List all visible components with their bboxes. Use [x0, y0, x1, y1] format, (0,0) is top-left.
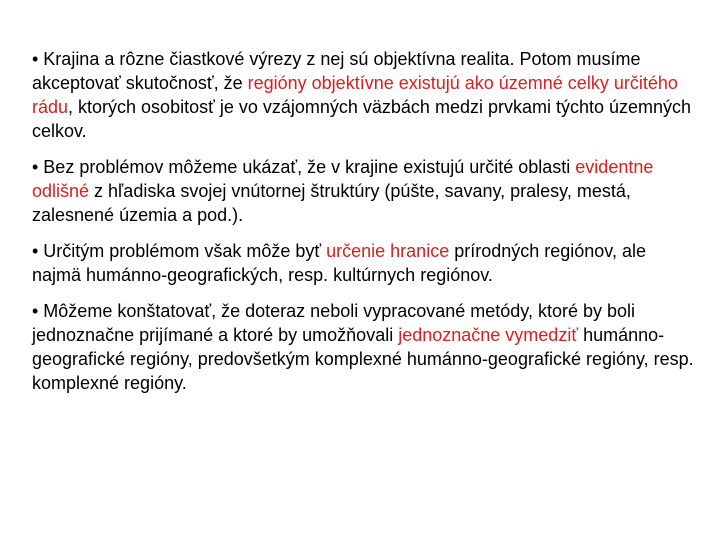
slide-body [32, 47, 696, 407]
paragraph-text: • Krajina a rôzne čiastkové výrezy z nej sú objektívna realita. Potom musíme akceptovať skutočnosť, že [32, 49, 641, 93]
bullet-paragraph-4 [32, 299, 696, 395]
highlighted-text: jednoznačne vymedziť [398, 325, 579, 345]
highlighted-text: evidentne odlišné [32, 157, 654, 201]
paragraph-text: • Môžeme konštatovať, že doteraz neboli vypracované metódy, ktoré by boli jednoznačne prijímané a ktoré by umožňovali [32, 301, 636, 345]
bullet-paragraph-2 [32, 155, 696, 227]
paragraph-text: humánno-geografické regióny, predovšetkým komplexné humánno-geografické regióny, resp. komplexné regióny. [32, 325, 694, 393]
paragraph-text: • Bez problémov môžeme ukázať, že v krajine existujú určité oblasti [32, 157, 576, 177]
highlighted-text: určenie hranice [326, 241, 450, 261]
paragraph-text: prírodných regiónov, ale najmä humánno-geografických, resp. kultúrnych regiónov. [32, 241, 646, 285]
paragraph-text: • Určitým problémom však môže byť [32, 241, 327, 261]
paragraph-text: , ktorých osobitosť je vo vzájomných väzbách medzi prvkami týchto územných celkov. [32, 97, 692, 141]
paragraph-text: z hľadiska svojej vnútornej štruktúry (púšte, savany, pralesy, mestá, zalesnené územia a pod.). [32, 181, 631, 225]
highlighted-text: regióny objektívne existujú ako územné celky určitého rádu [32, 73, 678, 117]
bullet-paragraph-3 [32, 239, 696, 287]
bullet-paragraph-1 [32, 47, 696, 143]
